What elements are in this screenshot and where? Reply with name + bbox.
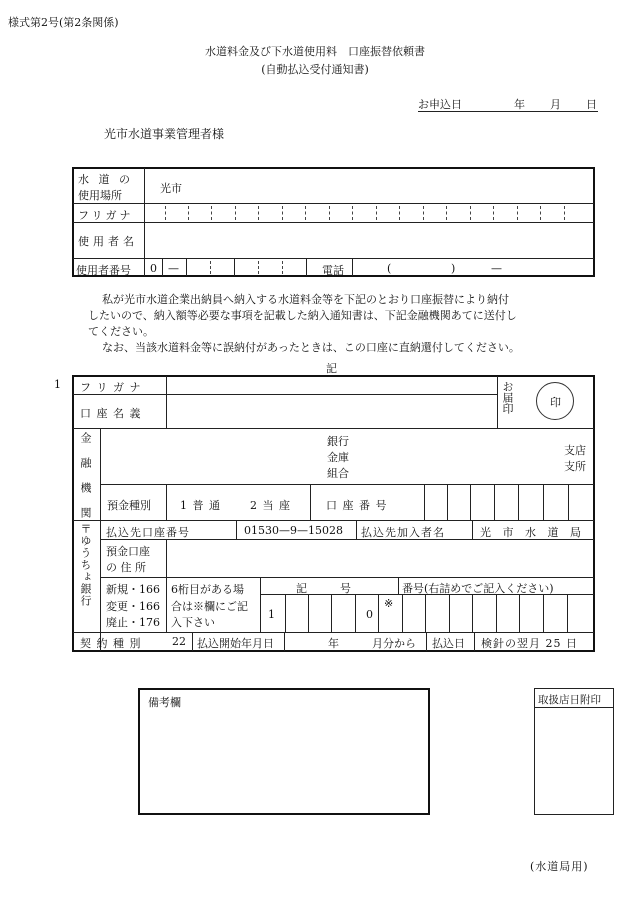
postal-address-field[interactable] [167,540,594,577]
seal-label: お届印 [501,381,514,414]
start-date-field[interactable] [285,633,425,651]
account-number-boxes[interactable] [425,485,594,520]
user-number-field[interactable] [163,259,305,276]
remarks-box[interactable]: 備考欄 [138,688,430,815]
request-text-2: したいので、納入額等必要な事項を記載した納入通知書は、下記金融機関あてに送付し [88,309,517,322]
payment-day-value: 検針の翌月 25 日 [481,637,578,650]
form-number: 様式第2号(第2条関係) [8,16,119,29]
seal-circle[interactable]: 印 [536,382,574,420]
deposit-type-futsu[interactable]: 1 普 通 [180,499,221,512]
document-subtitle: (自動払込受付通知書) [261,63,369,76]
addressee: 光市水道事業管理者様 [104,127,225,141]
postal-side-label: 〒ゆうちょ銀行 [79,523,92,607]
furigana-boxes[interactable] [145,204,594,222]
application-date[interactable]: お申込日 年 月 日 [418,95,598,112]
account-furigana-field[interactable] [167,376,496,394]
account-holder-field[interactable] [167,395,496,428]
document-title: 水道料金及び下水道使用料 口座振替依頼書 [205,45,425,58]
bank-name-field[interactable]: 銀行 金庫 組合 支店 支所 [327,435,586,480]
contract-type-value: 22 [172,635,186,648]
transfer-account-number: 01530—9—15028 [244,524,343,537]
phone-field[interactable]: ( ) — [387,262,502,275]
postal-code-number-boxes[interactable] [261,595,594,632]
ki-label: 記 [326,362,337,375]
deposit-type-toza[interactable]: 2 当 座 [250,499,291,512]
payee-name: 光 市 水 道 局 [480,526,585,539]
footer-note: (水道局用) [530,860,589,873]
request-text-3: てください。 [88,325,154,338]
location-value[interactable]: 光市 [160,182,182,195]
request-text-4: なお、当該水道料金等に誤納付があったときは、この口座に直納還付してください。 [102,341,520,354]
bank-side-label: 金融機関 [79,432,92,532]
section-number: 1 [54,378,61,391]
asterisk-box[interactable]: ※ [384,597,394,610]
request-text-1: 私が光市水道企業出納員へ納入する水道料金等を下記のとおり口座振替により納付 [102,293,509,306]
user-name-field[interactable] [145,223,594,258]
